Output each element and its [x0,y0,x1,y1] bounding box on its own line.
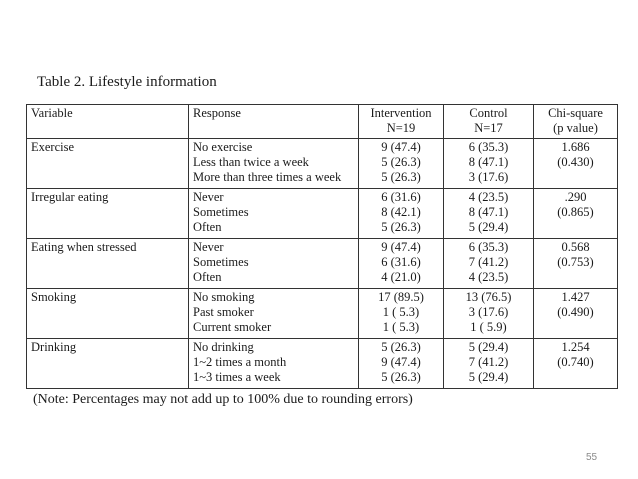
chi-square-cell: 0.568 (0.753) [534,239,618,289]
header-control: Control N=17 [444,105,534,139]
response-cell: No exercise Less than twice a week More than three times a week [189,139,359,189]
intervention-cell: 5 (26.3) 9 (47.4) 5 (26.3) [359,339,444,389]
chi-square-cell: 1.427 (0.490) [534,289,618,339]
page-number: 55 [586,452,598,463]
variable-cell: Irregular eating [27,189,189,239]
variable-cell: Drinking [27,339,189,389]
table-row [27,239,618,289]
intervention-cell: 17 (89.5) 1 ( 5.3) 1 ( 5.3) [359,289,444,339]
response-cell: Never Sometimes Often [189,239,359,289]
table-row [27,339,618,389]
table-row [27,289,618,339]
header-variable: Variable [27,105,189,139]
control-cell: 6 (35.3) 8 (47.1) 3 (17.6) [444,139,534,189]
control-cell: 5 (29.4) 7 (41.2) 5 (29.4) [444,339,534,389]
response-cell: Never Sometimes Often [189,189,359,239]
response-cell: No drinking 1~2 times a month 1~3 times a week [189,339,359,389]
response-cell: No smoking Past smoker Current smoker [189,289,359,339]
header-intervention: Intervention N=19 [359,105,444,139]
intervention-cell: 9 (47.4) 6 (31.6) 4 (21.0) [359,239,444,289]
chi-square-cell: 1.686 (0.430) [534,139,618,189]
table-title: Table 2. Lifestyle information [37,74,217,90]
variable-cell: Exercise [27,139,189,189]
header-response: Response [189,105,359,139]
chi-square-cell: .290 (0.865) [534,189,618,239]
control-cell: 4 (23.5) 8 (47.1) 5 (29.4) [444,189,534,239]
table-row [27,189,618,239]
table-row [27,139,618,189]
intervention-cell: 6 (31.6) 8 (42.1) 5 (26.3) [359,189,444,239]
control-cell: 6 (35.3) 7 (41.2) 4 (23.5) [444,239,534,289]
lifestyle-table [26,104,618,389]
table-header-row [27,105,618,139]
intervention-cell: 9 (47.4) 5 (26.3) 5 (26.3) [359,139,444,189]
control-cell: 13 (76.5) 3 (17.6) 1 ( 5.9) [444,289,534,339]
table-note: (Note: Percentages may not add up to 100% due to rounding errors) [33,392,413,407]
variable-cell: Smoking [27,289,189,339]
chi-square-cell: 1.254 (0.740) [534,339,618,389]
header-chi-square: Chi-square (p value) [534,105,618,139]
variable-cell: Eating when stressed [27,239,189,289]
